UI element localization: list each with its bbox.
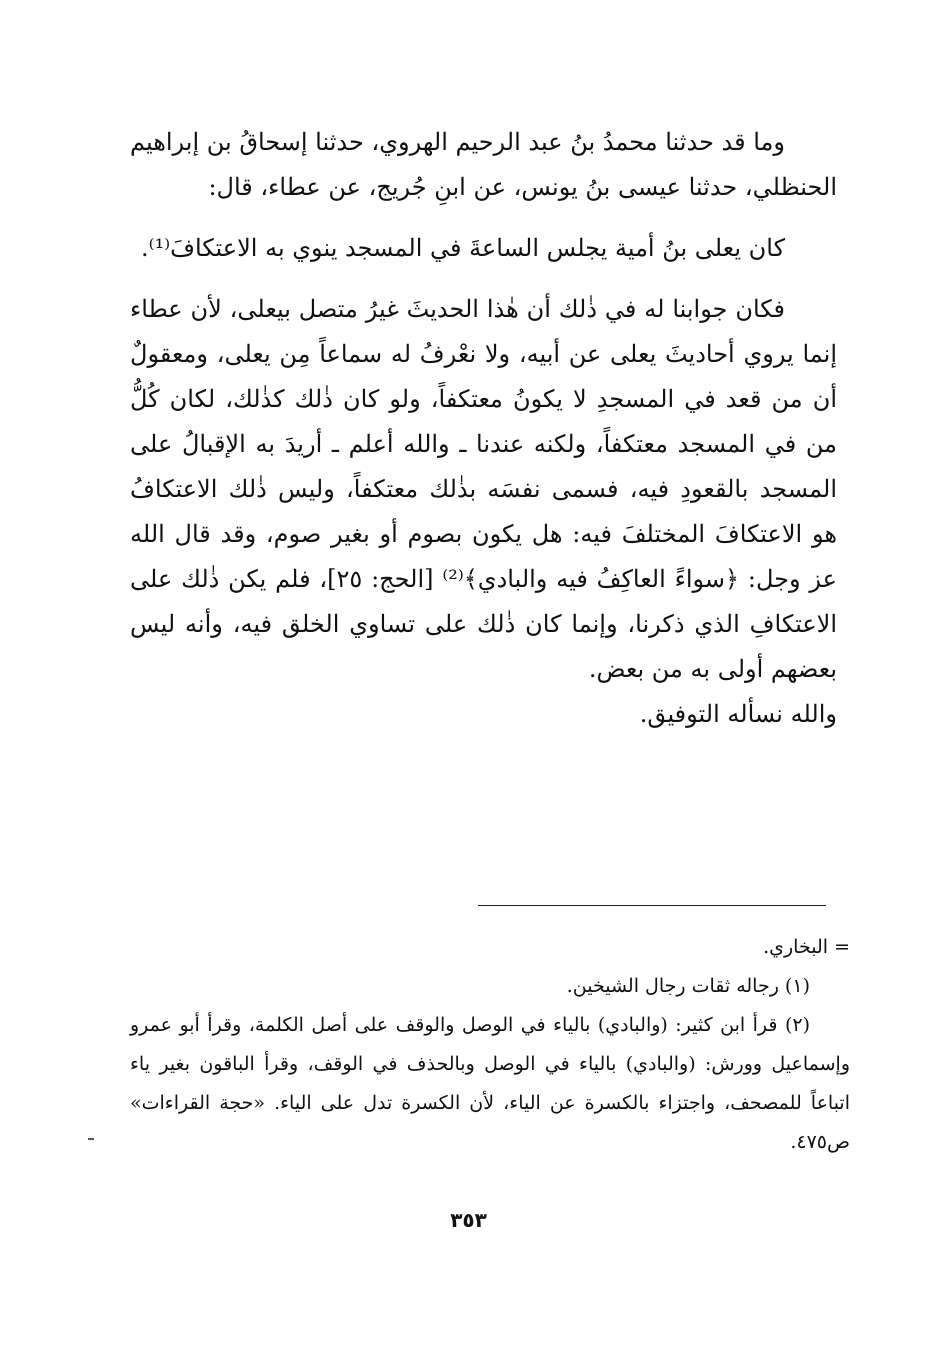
- footnote-2: (٢) قرأ ابن كثير: (والبادي) بالياء في الوصل والوقف على أصل الكلمة، وقرأ أبو عمرو وإسماعيل وورش: (والبادي) بالياء في الوصل وبالحذف في الوقف، وقرأ الباقون بغير ياء اتباعاً للمصحف، واجتزاء بالكسرة عن الياء، لأن الكسرة تدل على الياء. «حجة القراءات» ص٤٧٥.: [130, 1014, 850, 1153]
- main-text: [130, 120, 837, 737]
- paragraph-isnad: وما قد حدثنا محمدُ بنُ عبد الرحيم الهروي، حدثنا إسحاقُ بن إبراهيم الحنظلي، حدثنا عيسى بنُ يونس، عن ابنِ جُريج، عن عطاء، قال:: [130, 128, 837, 201]
- footnote-1: (١) رجاله ثقات رجال الشيخين.: [566, 975, 810, 997]
- footnote-continuation: = البخاري.: [763, 936, 850, 958]
- paragraph-hadith: كان يعلى بنُ أمية يجلس الساعةَ في المسجد ينوي به الاعتكافَ⁽¹⁾.: [141, 234, 785, 262]
- paragraph-closing: والله نسأله التوفيق.: [639, 700, 837, 728]
- footnote-divider: [478, 905, 826, 906]
- paragraph-commentary: فكان جوابنا له في ذٰلك أن هٰذا الحديثَ غيرُ متصل بيعلى، لأن عطاء إنما يروي أحاديثَ يعلى عن أبيه، ولا نعْرفُ له سماعاً مِن يعلى، ومعقولٌ أن من قعد في المسجدِ لا يكونُ معتكفاً، ولو كان ذٰلك كذٰلك، لكان كُلُّ من في المسجد معتكفاً، ولكنه عندنا ـ والله أعلم ـ أريدَ به الإقبالُ على المسجد بالقعودِ فيه، فسمى نفسَه بذٰلك معتكفاً، وليس ذٰلك الاعتكافُ هو الاعتكافَ المختلفَ فيه: هل يكون بصوم أو بغير صوم، وقد قال الله عز وجل: ﴿سواءً العاكِفُ فيه والبادي﴾⁽²⁾ [الحج: ٢٥]، فلم يكن ذٰلك على الاعتكافِ الذي ذكرنا، وإنما كان ذٰلك على تساوي الخلق فيه، وأنه ليس بعضهم أولى به من بعض.: [130, 295, 837, 683]
- footnotes: [130, 928, 850, 1162]
- scan-mark: [88, 1138, 94, 1140]
- page-number: ٣٥٣: [450, 1208, 487, 1232]
